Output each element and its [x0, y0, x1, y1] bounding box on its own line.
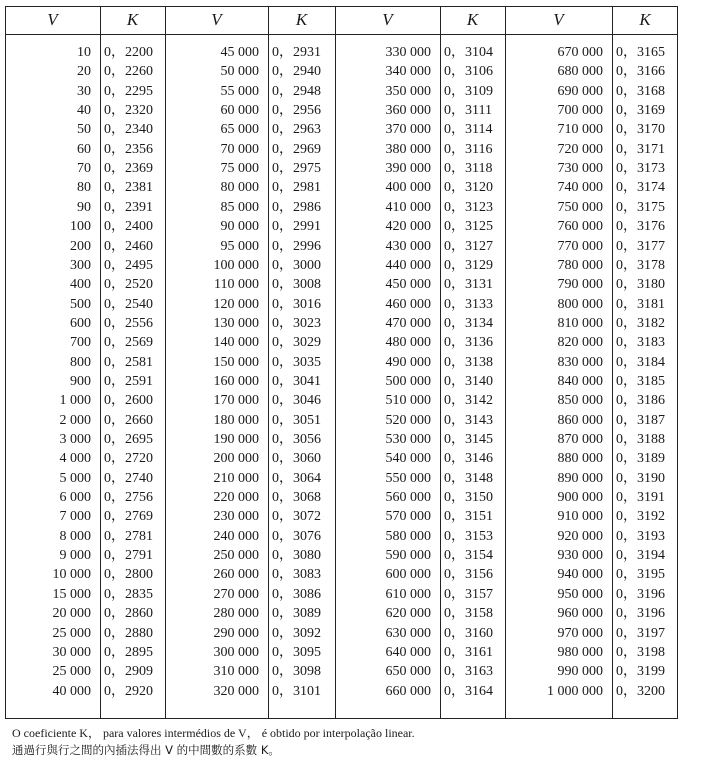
v-cell: 160 000	[213, 373, 259, 389]
k-cell: 0，3154	[444, 548, 493, 564]
header-v: V	[553, 10, 564, 29]
v-cell: 60	[77, 141, 91, 157]
k-cell: 0，3195	[616, 567, 665, 583]
v-cell: 7 000	[59, 509, 91, 525]
v-cell: 130 000	[213, 315, 259, 331]
k-cell: 0，3106	[444, 64, 493, 80]
k-cell: 0，2956	[272, 103, 321, 119]
v-cell: 90 000	[220, 219, 259, 235]
v-cell: 560 000	[385, 490, 431, 506]
v-cell: 200 000	[213, 451, 259, 467]
k-cell: 0，3123	[444, 199, 493, 215]
v-cell: 100 000	[213, 257, 259, 273]
v-cell: 20	[77, 64, 91, 80]
k-cell: 0，3156	[444, 567, 493, 583]
column-separator	[612, 6, 613, 719]
v-cell: 110 000	[214, 277, 259, 293]
k-cell: 0，2381	[104, 180, 153, 196]
k-cell: 0，2556	[104, 315, 153, 331]
v-cell: 50 000	[220, 64, 259, 80]
k-cell: 0，3190	[616, 470, 665, 486]
v-cell: 780 000	[557, 257, 603, 273]
k-cell: 0，3194	[616, 548, 665, 564]
k-cell: 0，3041	[272, 373, 321, 389]
k-cell: 0，3184	[616, 354, 665, 370]
v-cell: 540 000	[385, 451, 431, 467]
k-cell: 0，3150	[444, 490, 493, 506]
k-cell: 0，2391	[104, 199, 153, 215]
k-cell: 0，2769	[104, 509, 153, 525]
k-cell: 0，2340	[104, 122, 153, 138]
v-cell: 700 000	[557, 103, 603, 119]
v-cell: 230 000	[213, 509, 259, 525]
header-k: K	[639, 10, 651, 29]
k-cell: 0，2991	[272, 219, 321, 235]
k-cell: 0，2895	[104, 644, 153, 660]
k-cell: 0，3175	[616, 199, 665, 215]
v-cell: 95 000	[220, 238, 259, 254]
column-separator	[100, 6, 101, 719]
header-k: K	[295, 10, 308, 29]
v-cell: 380 000	[385, 141, 431, 157]
v-cell: 480 000	[385, 335, 431, 351]
k-cell: 0，2660	[104, 412, 153, 428]
k-cell: 0，2540	[104, 296, 153, 312]
k-cell: 0，3160	[444, 625, 493, 641]
column-separator	[268, 6, 269, 719]
k-cell: 0，3157	[444, 586, 493, 602]
v-cell: 730 000	[557, 161, 603, 177]
k-cell: 0，2460	[104, 238, 153, 254]
v-cell: 80	[77, 180, 91, 196]
v-cell: 3 000	[59, 432, 91, 447]
v-cell: 940 000	[557, 567, 603, 583]
v-cell: 550 000	[385, 470, 431, 486]
k-cell: 0，3197	[616, 625, 665, 641]
v-cell: 20 000	[52, 606, 91, 622]
k-cell: 0，3193	[616, 528, 665, 544]
k-cell: 0，3171	[616, 141, 665, 157]
v-cell: 690 000	[557, 83, 603, 99]
k-cell: 0，2740	[104, 470, 153, 486]
k-cell: 0，2940	[272, 64, 321, 80]
k-cell: 0，3076	[272, 528, 321, 544]
v-cell: 120 000	[213, 296, 259, 312]
k-cell: 0，2975	[272, 161, 321, 177]
v-cell: 300	[70, 257, 91, 273]
k-cell: 0，2569	[104, 335, 153, 351]
k-cell: 0，2200	[104, 45, 153, 60]
v-cell: 760 000	[557, 219, 603, 235]
k-cell: 0，2295	[104, 83, 153, 99]
k-cell: 0，3176	[616, 219, 665, 235]
v-cell: 720 000	[557, 141, 603, 157]
v-cell: 240 000	[213, 528, 259, 544]
v-cell: 400	[70, 277, 91, 293]
v-cell: 810 000	[557, 315, 603, 331]
v-cell: 80 000	[220, 180, 259, 196]
v-cell: 970 000	[557, 625, 603, 641]
k-cell: 0，3129	[444, 257, 493, 273]
k-cell: 0，2969	[272, 141, 321, 157]
v-cell: 750 000	[557, 199, 603, 215]
k-cell: 0，3023	[272, 315, 321, 331]
v-cell: 950 000	[557, 586, 603, 602]
v-cell: 220 000	[213, 490, 259, 506]
k-cell: 0，3183	[616, 335, 665, 351]
k-cell: 0，3191	[616, 490, 665, 506]
k-cell: 0，2495	[104, 257, 153, 273]
v-cell: 190 000	[213, 432, 259, 447]
k-cell: 0，3016	[272, 296, 321, 312]
v-cell: 990 000	[557, 664, 603, 680]
v-cell: 660 000	[385, 683, 431, 699]
v-cell: 270 000	[213, 586, 259, 602]
v-cell: 8 000	[59, 528, 91, 544]
v-cell: 250 000	[213, 548, 259, 564]
k-cell: 0，3116	[444, 141, 493, 157]
k-cell: 0，2931	[272, 45, 321, 60]
k-cell: 0，3133	[444, 296, 493, 312]
k-cell: 0，3196	[616, 586, 665, 602]
v-cell: 40	[77, 103, 91, 119]
k-cell: 0，3164	[444, 683, 493, 699]
v-cell: 610 000	[385, 586, 431, 602]
v-cell: 500 000	[385, 373, 431, 389]
k-cell: 0，2369	[104, 161, 153, 177]
v-cell: 70 000	[220, 141, 259, 157]
v-cell: 9 000	[59, 548, 91, 564]
v-cell: 45 000	[220, 45, 259, 60]
v-cell: 1 000	[59, 393, 91, 409]
v-cell: 590 000	[385, 548, 431, 564]
k-cell: 0，3138	[444, 354, 493, 370]
v-cell: 980 000	[557, 644, 603, 660]
k-cell: 0，2520	[104, 277, 153, 293]
k-cell: 0，3101	[272, 683, 321, 699]
v-cell: 900 000	[557, 490, 603, 506]
v-cell: 700	[70, 335, 91, 351]
k-cell: 0，3064	[272, 470, 321, 486]
v-cell: 790 000	[557, 277, 603, 293]
v-cell: 140 000	[213, 335, 259, 351]
v-cell: 400 000	[385, 180, 431, 196]
v-cell: 840 000	[557, 373, 603, 389]
k-cell: 0，3111	[444, 103, 492, 119]
k-cell: 0，3080	[272, 548, 321, 564]
k-cell: 0，2948	[272, 83, 321, 99]
footnote-portuguese: O coeficiente K， para valores intermédios de V， é obtido por interpolação linear.	[12, 726, 415, 740]
k-cell: 0，3151	[444, 509, 493, 525]
v-cell: 260 000	[213, 567, 259, 583]
v-cell: 310 000	[213, 664, 259, 680]
k-cell: 0，2581	[104, 354, 153, 370]
k-cell: 0，3181	[616, 296, 665, 312]
v-cell: 15 000	[52, 586, 91, 602]
v-cell: 410 000	[385, 199, 431, 215]
k-cell: 0，3098	[272, 664, 321, 680]
v-cell: 850 000	[557, 393, 603, 409]
k-cell: 0，3109	[444, 83, 493, 99]
v-cell: 710 000	[557, 122, 603, 138]
v-cell: 75 000	[220, 161, 259, 177]
k-cell: 0，3168	[616, 83, 665, 99]
k-cell: 0，3142	[444, 393, 493, 409]
k-cell: 0，3148	[444, 470, 493, 486]
v-cell: 150 000	[213, 354, 259, 370]
k-cell: 0，2756	[104, 490, 153, 506]
v-cell: 90	[77, 199, 91, 215]
k-cell: 0，3125	[444, 219, 493, 235]
k-cell: 0，3114	[444, 122, 493, 138]
k-cell: 0，2996	[272, 238, 321, 254]
v-cell: 85 000	[220, 199, 259, 215]
v-cell: 600 000	[385, 567, 431, 583]
k-cell: 0，2720	[104, 451, 153, 467]
k-cell: 0，2909	[104, 664, 153, 680]
k-cell: 0，3198	[616, 644, 665, 660]
v-cell: 55 000	[220, 83, 259, 99]
k-cell: 0，2695	[104, 432, 153, 447]
k-cell: 0，3136	[444, 335, 493, 351]
k-cell: 0，3196	[616, 606, 665, 622]
k-cell: 0，3127	[444, 238, 493, 254]
k-cell: 0，2920	[104, 683, 153, 699]
k-cell: 0，3131	[444, 277, 493, 293]
v-cell: 30 000	[52, 644, 91, 660]
k-cell: 0，3153	[444, 528, 493, 544]
v-cell: 960 000	[557, 606, 603, 622]
k-cell: 0，3068	[272, 490, 321, 506]
k-cell: 0，3089	[272, 606, 321, 622]
v-cell: 10	[77, 45, 91, 60]
k-cell: 0，3186	[616, 393, 665, 409]
k-cell: 0，2591	[104, 373, 153, 389]
k-cell: 0，2835	[104, 586, 153, 602]
v-cell: 330 000	[385, 45, 431, 60]
header-v: V	[382, 10, 393, 29]
k-cell: 0，3086	[272, 586, 321, 602]
v-cell: 510 000	[385, 393, 431, 409]
v-cell: 6 000	[59, 490, 91, 506]
k-cell: 0，2781	[104, 528, 153, 544]
v-cell: 70	[77, 161, 91, 177]
v-cell: 370 000	[385, 122, 431, 138]
v-cell: 470 000	[385, 315, 431, 331]
v-cell: 830 000	[557, 354, 603, 370]
v-cell: 60 000	[220, 103, 259, 119]
k-cell: 0，3185	[616, 373, 665, 389]
header-k: K	[466, 10, 479, 29]
k-cell: 0，2791	[104, 548, 153, 564]
k-cell: 0，3180	[616, 277, 665, 293]
v-cell: 740 000	[557, 180, 603, 196]
k-cell: 0，2981	[272, 180, 321, 196]
v-cell: 450 000	[385, 277, 431, 293]
k-cell: 0，3200	[616, 683, 665, 699]
v-cell: 50	[77, 122, 91, 138]
v-cell: 210 000	[213, 470, 259, 486]
v-cell: 800	[70, 354, 91, 370]
k-cell: 0，3170	[616, 122, 665, 138]
header-rule	[5, 34, 678, 35]
k-cell: 0，3146	[444, 451, 493, 467]
v-cell: 490 000	[385, 354, 431, 370]
v-cell: 770 000	[557, 238, 603, 254]
k-cell: 0，3143	[444, 412, 493, 428]
v-cell: 360 000	[385, 103, 431, 119]
v-cell: 170 000	[213, 393, 259, 409]
v-cell: 530 000	[385, 432, 431, 447]
k-cell: 0，3182	[616, 315, 665, 331]
v-cell: 440 000	[385, 257, 431, 273]
v-cell: 2 000	[59, 412, 91, 428]
v-cell: 500	[70, 296, 91, 312]
v-cell: 30	[77, 83, 91, 99]
k-cell: 0，2986	[272, 199, 321, 215]
k-cell: 0，3189	[616, 451, 665, 467]
v-cell: 900	[70, 373, 91, 389]
v-cell: 520 000	[385, 412, 431, 428]
k-cell: 0，2600	[104, 393, 153, 409]
v-cell: 600	[70, 315, 91, 331]
k-cell: 0，3083	[272, 567, 321, 583]
v-cell: 650 000	[385, 664, 431, 680]
v-cell: 100	[70, 219, 91, 235]
k-cell: 0，3060	[272, 451, 321, 467]
k-cell: 0，3188	[616, 432, 665, 447]
v-cell: 930 000	[557, 548, 603, 564]
v-cell: 65 000	[220, 122, 259, 138]
v-cell: 630 000	[385, 625, 431, 641]
k-cell: 0，3174	[616, 180, 665, 196]
k-cell: 0，3120	[444, 180, 493, 196]
k-cell: 0，3104	[444, 45, 493, 60]
header-v: V	[47, 10, 58, 29]
v-cell: 580 000	[385, 528, 431, 544]
k-cell: 0，2880	[104, 625, 153, 641]
k-cell: 0，3178	[616, 257, 665, 273]
k-cell: 0，3056	[272, 432, 321, 447]
v-cell: 870 000	[557, 432, 603, 447]
v-cell: 800 000	[557, 296, 603, 312]
k-cell: 0，3199	[616, 664, 665, 680]
footnote-chinese: 通過行與行之間的內插法得出 V 的中間數的系數 K。	[12, 743, 280, 757]
v-cell: 1 000 000	[547, 683, 603, 699]
v-cell: 880 000	[557, 451, 603, 467]
k-cell: 0，3029	[272, 335, 321, 351]
v-cell: 390 000	[385, 161, 431, 177]
v-cell: 290 000	[213, 625, 259, 641]
k-cell: 0，2356	[104, 141, 153, 157]
k-cell: 0，3165	[616, 45, 665, 60]
k-cell: 0，2860	[104, 606, 153, 622]
k-cell: 0，3145	[444, 432, 493, 447]
v-cell: 460 000	[385, 296, 431, 312]
v-cell: 820 000	[557, 335, 603, 351]
v-cell: 640 000	[385, 644, 431, 660]
v-cell: 680 000	[557, 64, 603, 80]
v-cell: 200	[70, 238, 91, 254]
k-cell: 0，3187	[616, 412, 665, 428]
v-cell: 180 000	[213, 412, 259, 428]
k-cell: 0，2400	[104, 219, 153, 235]
v-cell: 430 000	[385, 238, 431, 254]
k-cell: 0，3169	[616, 103, 665, 119]
k-cell: 0，2320	[104, 103, 153, 119]
k-cell: 0，3163	[444, 664, 493, 680]
column-separator	[440, 6, 441, 719]
k-cell: 0，3046	[272, 393, 321, 409]
v-cell: 40 000	[52, 683, 91, 699]
k-cell: 0，2800	[104, 567, 153, 583]
k-cell: 0，2963	[272, 122, 321, 138]
k-cell: 0，3134	[444, 315, 493, 331]
v-cell: 860 000	[557, 412, 603, 428]
v-cell: 340 000	[385, 64, 431, 80]
v-cell: 25 000	[52, 664, 91, 680]
v-cell: 25 000	[52, 625, 91, 641]
k-cell: 0，3000	[272, 257, 321, 273]
k-cell: 0，3092	[272, 625, 321, 641]
v-cell: 420 000	[385, 219, 431, 235]
v-cell: 670 000	[557, 45, 603, 60]
v-cell: 910 000	[557, 509, 603, 525]
v-cell: 5 000	[59, 470, 91, 486]
header-v: V	[211, 10, 222, 29]
k-cell: 0，2260	[104, 64, 153, 80]
k-cell: 0，3118	[444, 161, 493, 177]
k-cell: 0，3140	[444, 373, 493, 389]
k-cell: 0，3161	[444, 644, 493, 660]
k-cell: 0，3177	[616, 238, 665, 254]
k-cell: 0，3173	[616, 161, 665, 177]
v-cell: 300 000	[213, 644, 259, 660]
v-cell: 10 000	[52, 567, 91, 583]
header-k: K	[126, 10, 139, 29]
v-cell: 280 000	[213, 606, 259, 622]
v-cell: 4 000	[59, 451, 91, 467]
k-cell: 0，3035	[272, 354, 321, 370]
v-cell: 350 000	[385, 83, 431, 99]
k-cell: 0，3095	[272, 644, 321, 660]
v-cell: 620 000	[385, 606, 431, 622]
v-cell: 920 000	[557, 528, 603, 544]
k-cell: 0，3008	[272, 277, 321, 293]
v-cell: 570 000	[385, 509, 431, 525]
v-cell: 890 000	[557, 470, 603, 486]
k-cell: 0，3158	[444, 606, 493, 622]
k-cell: 0，3051	[272, 412, 321, 428]
k-cell: 0，3192	[616, 509, 665, 525]
k-cell: 0，3166	[616, 64, 665, 80]
k-cell: 0，3072	[272, 509, 321, 525]
v-cell: 320 000	[213, 683, 259, 699]
